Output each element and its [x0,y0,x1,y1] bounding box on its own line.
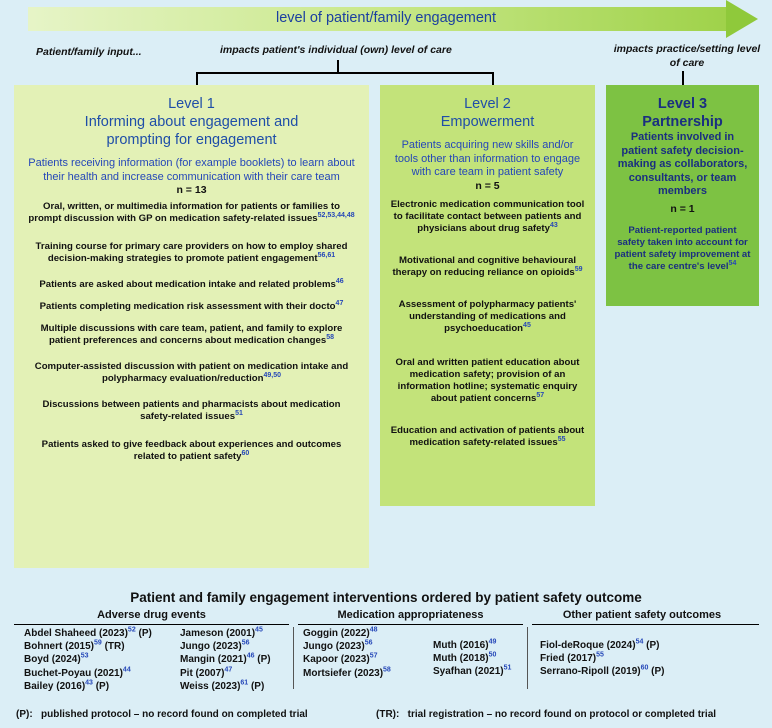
legend-p [16,709,308,720]
study-reference [24,681,109,692]
intervention-text: Electronic medication communication tool to facilitate contact between patients and physicians about drug safety [390,198,585,234]
reference-number: 46 [335,277,344,285]
arrow-label: level of patient/family engagement [275,10,497,26]
reference-number: 44 [122,666,131,674]
study-name: Fried (2017) [540,653,597,665]
reference-number: 50 [488,651,497,659]
reference-number: 53 [80,653,89,661]
legend-tr-key: (TR): [376,709,400,720]
intervention-text: Motivational and cognitive behavioural therapy on reducing reliance on opioids [392,254,576,278]
study-reference [303,654,377,665]
col-appropriateness-heading: Medication appropriateness [337,609,484,621]
study-tag: (P) [135,628,152,639]
reference-number: 57 [536,391,545,399]
intervention-text: Education and activation of patients about medication safety-related issues [390,424,585,448]
reference-number: 60 [640,665,649,673]
reference-number: 55 [557,435,566,443]
reference-number: 52,53,44,48 [317,211,355,219]
study-name: Jameson (2001) [180,628,256,639]
col-other-heading: Other patient safety outcomes [562,609,722,621]
study-reference [180,668,232,679]
level1-items [14,201,369,463]
study-name: Pit (2007) [180,667,225,679]
col-other-underline [532,624,759,625]
reference-number: 58 [326,333,335,341]
level1-title: Level 1 [168,96,215,112]
level1-name: Informing about engagement and prompting for engagement [84,114,299,148]
study-reference [180,628,263,639]
legend-tr [376,709,716,720]
reference-number: 45 [523,321,531,329]
intervention-item [380,357,595,405]
study-reference [24,668,131,679]
reference-number: 43 [549,221,558,229]
intervention-item [14,323,369,347]
reference-number: 47 [335,299,344,307]
intervention-text: Computer-assisted discussion with patient on medication intake and polypharmacy evaluation/reduction [34,361,349,384]
study-name: Serrano-Ripoll (2019) [540,666,641,678]
reference-number: 56 [364,639,373,647]
study-name: Jungo (2023) [180,641,242,653]
reference-number: 55 [596,651,604,659]
bracket-right [492,72,494,85]
reference-number: 47 [224,666,233,674]
intervention-text: Training course for primary care providers on how to employ shared decision-making strategies to promote patient engagement [35,241,348,264]
legend-tr-text: trial registration – no record found on protocol or completed trial [407,709,717,720]
study-tag: (P) [254,654,271,666]
intervention-item [380,255,595,279]
individual-label: impacts patient's individual (own) level of care [220,44,452,56]
reference-number: 59 [574,265,583,273]
outcomes-title: Patient and family engagement interventions ordered by patient safety outcome [130,590,642,605]
reference-number: 45 [255,626,263,634]
level2-box [380,85,595,506]
study-tag: (P) [92,680,110,692]
intervention-item [380,425,595,449]
reference-number: 52 [127,626,136,634]
reference-number: 56 [241,639,250,647]
study-name: Abdel Shaheed (2023) [24,628,128,639]
study-tag: (P) [643,640,660,651]
level3-box [606,85,759,306]
study-name: Muth (2018) [433,653,489,665]
study-name: Muth (2016) [433,640,489,651]
study-reference [433,640,496,651]
level3-count: n = 1 [670,202,695,215]
intervention-item [14,241,369,265]
intervention-item [14,361,369,385]
intervention-text: Patients completing medication risk assessment with their docto [39,301,336,312]
reference-number: 61 [240,679,249,687]
study-reference [433,666,511,677]
reference-number: 49 [488,638,497,646]
bracket-bar [196,72,494,74]
study-reference [303,628,377,639]
reference-number: 48 [369,626,378,634]
study-reference [540,653,604,664]
level3-title: Level 3 [657,96,708,112]
study-reference [24,628,152,639]
level2-items [380,199,595,449]
level1-count: n = 13 [176,184,207,196]
study-reference [24,654,88,665]
intervention-item [14,301,369,313]
intervention-text: Multiple discussions with care team, patient, and family to explore patient preferences and concerns about medication changes [40,323,343,346]
practice-label: impacts practice/setting level of care [613,43,761,69]
study-name: Fiol-deRoque (2024) [540,640,636,651]
column-divider [527,627,528,689]
reference-number: 49,50 [263,371,282,379]
reference-number: 59 [94,639,102,647]
col-appropriateness-underline [298,624,523,625]
intervention-item [380,199,595,235]
study-name: Weiss (2023) [180,680,241,692]
study-reference [24,641,125,652]
intervention-text: Oral and written patient education about medication safety; provision of an information hotline; systematic enquiry about patient concerns [395,356,580,404]
study-tag: (P) [648,666,665,678]
column-divider [293,627,294,689]
bracket-level3 [682,71,684,85]
intervention-item [14,399,369,423]
study-reference [303,668,391,679]
level2-title: Level 2 [464,96,511,112]
reference-number: 57 [369,653,378,661]
reference-number: 58 [383,666,391,674]
legend-p-key: (P): [16,709,33,720]
reference-number: 51 [503,665,512,673]
intervention-item [14,201,369,225]
col-adverse-underline [14,624,289,625]
intervention-text: Discussions between patients and pharmacists about medication safety-related issues [42,399,341,422]
study-reference [540,666,665,677]
study-reference [540,640,659,651]
intervention-item [14,279,369,291]
level3-items [606,225,759,273]
study-name: Bailey (2016) [24,680,86,692]
level2-name: Empowerment [440,114,535,130]
study-reference [303,641,372,652]
reference-number: 51 [235,409,243,417]
level1-box [14,85,369,568]
study-reference [180,681,264,692]
reference-number: 54 [635,638,644,646]
study-name: Mortsiefer (2023) [303,667,384,679]
intervention-item [14,439,369,463]
reference-number: 43 [85,679,93,687]
study-reference [180,641,249,652]
study-tag: (P) [248,680,265,692]
level3-description: Patients involved in patient safety decision-making as collaborators, consultants, or team members [617,131,748,197]
reference-number: 56,61 [317,251,336,259]
study-name: Mangin (2021) [180,654,247,666]
study-tag: (TR) [101,641,125,653]
intervention-item [606,225,759,273]
reference-number: 46 [246,653,255,661]
level2-count: n = 5 [475,179,500,192]
input-label: Patient/family input... [36,46,142,58]
level1-description: Patients receiving information (for example booklets) to learn about their health and increase communication with their care team [28,157,355,183]
intervention-text: Patients asked to give feedback about experiences and outcomes related to patient safety [41,439,342,462]
study-name: Kapoor (2023) [303,654,370,666]
col-adverse-heading: Adverse drug events [97,609,206,621]
study-name: Goggin (2022) [303,628,370,639]
intervention-item [380,299,595,335]
bracket-left [196,72,198,85]
intervention-text: Oral, written, or multimedia information for patients or families to prompt discussion with GP on medication safety-related issues [28,201,340,224]
reference-number: 54 [728,259,737,267]
intervention-text: Patients are asked about medication intake and related problems [39,279,336,290]
reference-number: 60 [241,449,250,457]
study-name: Jungo (2023) [303,641,365,653]
intervention-text: Assessment of polypharmacy patients' understanding of medications and psychoeducation [398,298,577,334]
study-reference [180,654,271,665]
study-name: Boyd (2024) [24,654,81,666]
legend-p-text: published protocol – no record found on completed trial [41,709,308,720]
level2-description: Patients acquiring new skills and/or tools other than information to engage with care team in patient safety [394,139,581,178]
study-name: Bohnert (2015) [24,641,95,653]
study-name: Syafhan (2021) [433,666,504,678]
level3-name: Partnership [642,114,723,130]
study-name: Buchet-Poyau (2021) [24,667,123,679]
study-reference [433,653,496,664]
intervention-text: Patient-reported patient safety taken into account for patient safety improvement at the care centre's level [614,224,751,272]
